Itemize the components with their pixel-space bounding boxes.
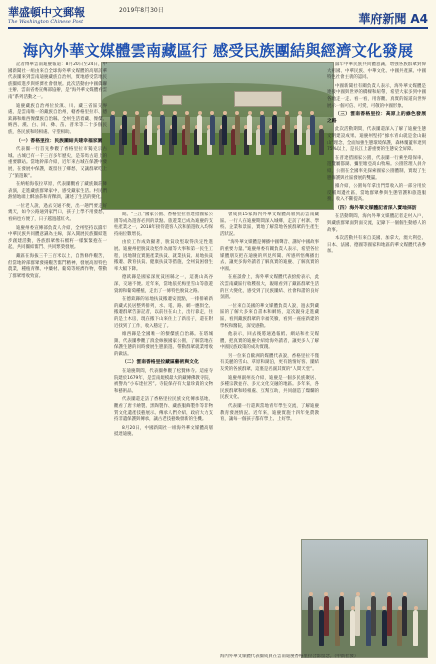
article-paragraph: 維西縣是全國唯一的傈僳族自治縣。在塔城鎮，代表團參觀了滇金絲猴國家公園，了解當地在保護生態的同時發展生態旅遊、帶動群眾就業增收的做法。 — [114, 332, 213, 357]
photo-person-head — [248, 111, 252, 115]
article-paragraph: 在納帕海依拉草原，代表團觀看了藏族鍋莊舞表演，走進藏族群眾家中，感受藏家生活。村民們熱情地端上酥油茶和青稞酒，講述了生活的變化。 — [8, 182, 107, 201]
photo-person — [319, 129, 324, 155]
article-body — [8, 62, 428, 660]
photo-building — [162, 95, 182, 105]
article-paragraph: 在座談會上，海外華文媒體代表紛紛表示，此次雲南藏區行收穫很大，親眼看到了藏區群眾生活的巨大變化，感受到了民族團結、社會和諧的良好氛圍。 — [220, 275, 319, 301]
newspaper-name: 華盛頓中文郵報 — [8, 6, 85, 19]
photo-person-head — [340, 592, 344, 596]
photo-person-head — [173, 111, 177, 115]
photo-person — [402, 596, 407, 636]
photo-person — [160, 115, 165, 145]
photo-caption: 海內外華文媒體代表團成員在雲南迪慶香格里拉合影留念。（中新社發） — [220, 654, 359, 659]
article-paragraph: 在德欽縣的易地扶貧搬遷安置點，一排排嶄新的藏式民居整齊排列，水、電、路、網一應俱全。搬遷群眾告訴記者，以前住在山上，出行靠走，住的是土木房，現在搬下山來住上了新房子，還在附近找到了工作，收入穩定了。 — [114, 297, 213, 329]
photo-person — [185, 115, 190, 145]
photo-person — [297, 115, 302, 145]
photo-person — [172, 115, 177, 145]
section-title: 華府新聞 — [358, 12, 407, 26]
photo-person — [260, 115, 265, 145]
photo-person — [371, 596, 376, 636]
photo-person — [110, 115, 115, 145]
article-paragraph: 據介紹，公園每年拿出門票收入的一部分用於反哺周邊社區，當地群眾參與生態管護和旅遊服務，收入不斷提高。 — [327, 184, 426, 203]
photo-person-head — [367, 606, 371, 610]
section-subheading: （三）雲南香格里拉：高原上的綠色發展之路 — [327, 112, 426, 124]
photo-person-head — [148, 111, 152, 115]
photo-person — [310, 115, 315, 145]
article-paragraph: 迪慶州委宣傳部負責人介紹，全州堅持以鑄牢中華民族共同體意識為主線，深入開展民族團結進步創建活動，各族群眾像石榴籽一樣緊緊抱在一起，共同團結奮鬥、共同繁榮發展。 — [8, 225, 107, 251]
article-paragraph: 在活動期間，海內外華文媒體記者走村入戶，與藏族群眾面對面交流，記錄下一個個生動感人的故事。 — [327, 214, 426, 233]
group-photo — [101, 62, 334, 210]
photo-person — [272, 115, 277, 145]
article-headline: 海內外華文媒體雲南藏區行 感受民族團結與經濟文化發展 — [22, 42, 414, 60]
team-photo — [301, 539, 428, 658]
page-number: A4 — [410, 12, 428, 26]
photo-person-head — [298, 111, 302, 115]
photo-person-head — [356, 592, 360, 596]
photo-person — [387, 596, 392, 636]
masthead-rule — [8, 27, 428, 29]
article-paragraph: 由於工作成效顯著，脫貧攻堅取得決定性進展。迪慶州把脫貧攻堅作為頭等大事和第一民生工程，因地制宜實施產業扶貧、就業扶貧、易地扶貧搬遷、教育扶貧、健康扶貧等措施，全州貧困發生率大幅下降。 — [114, 240, 213, 272]
photo-person — [197, 115, 202, 145]
photo-person-head — [403, 592, 407, 596]
article-paragraph: 迪慶州副州長介紹，迪慶是一個多民族聚居、多種宗教並存、多元文化交融的地區。多年來，各民族群眾和睦相處、互幫互助，共同創造了燦爛的民族文化。 — [220, 375, 319, 401]
photo-person — [147, 115, 152, 145]
article-paragraph: 在迪慶期間，代表團參觀了松贊林寺。這座寺院建於1679年，是雲南規模最大的藏傳佛教寺院，被譽為“小布達拉宮”。寺院保存有大量珍貴的文物和藝術品。 — [114, 369, 213, 394]
article-paragraph: 記者傅華雲南迪慶報道：8月20日至24日，中國新聞社一組由來自全球海外華文媒體的高層訪華代表團來到雲南迪慶藏族自治州，實地感受當地民族團結進步與經濟社會發展。此次活動由中國僑聯主辦、雲南省委宣傳部協辦，是“海外華文媒體看雲南”系列活動之一。 — [8, 62, 107, 100]
article-paragraph: 8月20日，中國新聞社一組海外華文媒體高層抵達迪慶。 — [114, 425, 213, 438]
photo-person-head — [414, 606, 418, 610]
article-column-1 — [8, 62, 107, 660]
photo-person — [382, 610, 387, 646]
issue-date: 2019年8月30日 — [119, 7, 164, 14]
article-paragraph: 代表團一行首先參觀了香格里拉市獨克宗古城。古城已有一千三百多年歷史，是茶馬古道上的重要驛站。當地幹部介紹，近年來古城在保護中發展，在發展中保護，既留住了鄉愁，又讓群眾吃上了“旅遊飯”。 — [8, 147, 107, 179]
photo-person — [222, 115, 227, 145]
section-subheading: （一）香格里拉：民族團結共建幸福家園 — [16, 138, 103, 144]
article-paragraph: 鑄牢中華民族共同體意識，增強各族群眾對偉大祖國、中華民族、中華文化、中國共產黨、中國特色社會主義的認同。 — [327, 62, 426, 81]
photo-person — [308, 596, 313, 636]
article-paragraph: 此次活動期間，代表團還深入了解了迪慶生態文明建設成果。迪慶州堅持“綠水青山就是金山銀山”理念，全面加強生態環境保護，森林覆蓋率達到75%以上，是長江上游重要的生態安全屏障。 — [327, 127, 426, 153]
masthead-left — [8, 5, 164, 26]
article-paragraph: 另一位來自歐洲的媒體代表說，香格里拉不僅有美麗的雪山、草原和湖泊，更有熱情好客、團結友愛的各族群眾，這裏是名副其實的“人間天堂”。 — [220, 353, 319, 373]
photo-person-head — [198, 111, 202, 115]
article-paragraph: 代表團還走訪了香格里拉民族文化傳承基地，觀看了唐卡繪製、黑陶製作、藏族服飾製作等非物質文化遺產技藝展示。傳承人們介紹，政府大力支持非遺保護與傳承，讓古老技藝煥發新的生機。 — [114, 397, 213, 423]
photo-person-head — [309, 592, 313, 596]
article-column-2 — [114, 212, 213, 660]
photo-person — [339, 596, 344, 636]
article-paragraph: 中國新聞社有關負責人表示，海外華文媒體是連接中國與世界的橋樑和紐帶，希望大家多到中國各地走一走、看一看，用客觀、真實的報道向世界展示一個可信、可愛、可敬的中國形象。 — [327, 83, 426, 109]
masthead — [8, 4, 428, 26]
photo-person-head — [123, 111, 127, 115]
article-paragraph: 一位來自美國的華文媒體負責人說，過去對藏區的了解大多來自書本和網絡，這次親身走進藏區，看到藏族群眾的幸福笑臉，看到一座座新建的學校和醫院，深受感動。 — [220, 303, 319, 329]
article-paragraph: 會成員15家海內外華文媒體高層到訪雲南藏區。一行人在迪慶期間深入城鄉，走訪了村寨、學校、企業和景區，實地了解當地各族群眾的生產生活狀況。 — [220, 212, 319, 237]
article-paragraph: 代表團一行還與當地青年學生交流，了解迪慶教育發展情況。近年來，迪慶實施十四年免費教育，讓每一個孩子都有學上、上好學。 — [220, 404, 319, 423]
article-paragraph: 德欽縣是國家深度貧困縣之一，這裏山高谷深，交通不便。近年來，當地依托梅里雪山等旅遊資源和葡萄種植，走出了一條特色脫貧之路。 — [114, 275, 213, 294]
section-subheading: （四）海外華文媒體記者深入實地採訪 — [335, 205, 417, 211]
photo-building — [234, 91, 282, 107]
photo-person — [247, 115, 252, 145]
photo-person — [324, 596, 329, 636]
article-paragraph: 他表示，回去後將通過報紙、網站和社交媒體，把真實的迪慶介紹給海外讀者，讓更多人了解中國民族政策的成功實踐。 — [220, 332, 319, 351]
photo-person — [210, 115, 215, 145]
article-paragraph: 藏區在海拔三千三百米以上，自然條件艱苦，但當地幹部群眾發揚艱苦奮鬥精神，發展高原特色農業，種植青稞、中藥材、葡萄等經濟作物，帶動了群眾增收致富。 — [8, 254, 107, 279]
photo-person-head — [310, 111, 314, 115]
article-paragraph: 本次活動共有來自美國、加拿大、澳大利亞、日本、法國、德國等國家和地區的華文媒體代表參加。 — [327, 236, 426, 255]
article-column-4 — [327, 62, 426, 534]
article-paragraph: 一位老人說，過去交通不便，出一趟門要走好幾天，如今公路通到家門口，孩子上學不用發愁，看病也方便了，日子越過越紅火。 — [8, 203, 107, 223]
photo-person-head — [273, 111, 277, 115]
photo-person — [285, 115, 290, 145]
photo-person — [355, 596, 360, 636]
photo-person — [235, 115, 240, 145]
photo-person — [122, 115, 127, 145]
article-paragraph: 迪慶藏族自治州位於滇、川、藏三省區交界處，是雲南唯一的藏族自治州，轄香格里拉市、德欽縣和維西傈僳族自治縣。全州生活着藏、傈僳、納西、漢、白、回、彝、苗、普米等二十多個民族，各民族和睦相處、守望相助。 — [8, 103, 107, 135]
section-subheading: （二）雲南香格里拉藏區藝術與文化 — [122, 360, 199, 366]
photo-person-head — [223, 111, 227, 115]
article-paragraph: 在普達措國家公園，代表團一行乘坐環保車，遊覽屬都湖、彌里塘亞高山牧場。公園管理人員介紹，公園在全國率先探索國家公園體制，實現了生態保護與社區發展的雙贏。 — [327, 155, 426, 181]
masthead-right — [358, 12, 428, 26]
photo-person — [413, 610, 418, 646]
newspaper-name-english: The Washington Chinese Post — [8, 19, 84, 25]
article-paragraph: “海外華文媒體是傳播中國聲音、講好中國故事的重要力量。”迪慶州委有關負責人表示，希望各位媒體朋友把在迪慶的所見所聞、所感所悟傳播出去，讓更多海外讀者了解真實的迪慶、了解真實的中國。 — [220, 240, 319, 272]
article-paragraph: 期。“三江”國家公園、香格里拉普達措國家公園等成為遊客必到的景點。旅遊業已成為迪慶的支柱產業之一，2018年接待遊客人次和旅遊收入均保持兩位數增長。 — [114, 212, 213, 237]
photo-person — [135, 115, 140, 145]
photo-person-head — [111, 111, 115, 115]
